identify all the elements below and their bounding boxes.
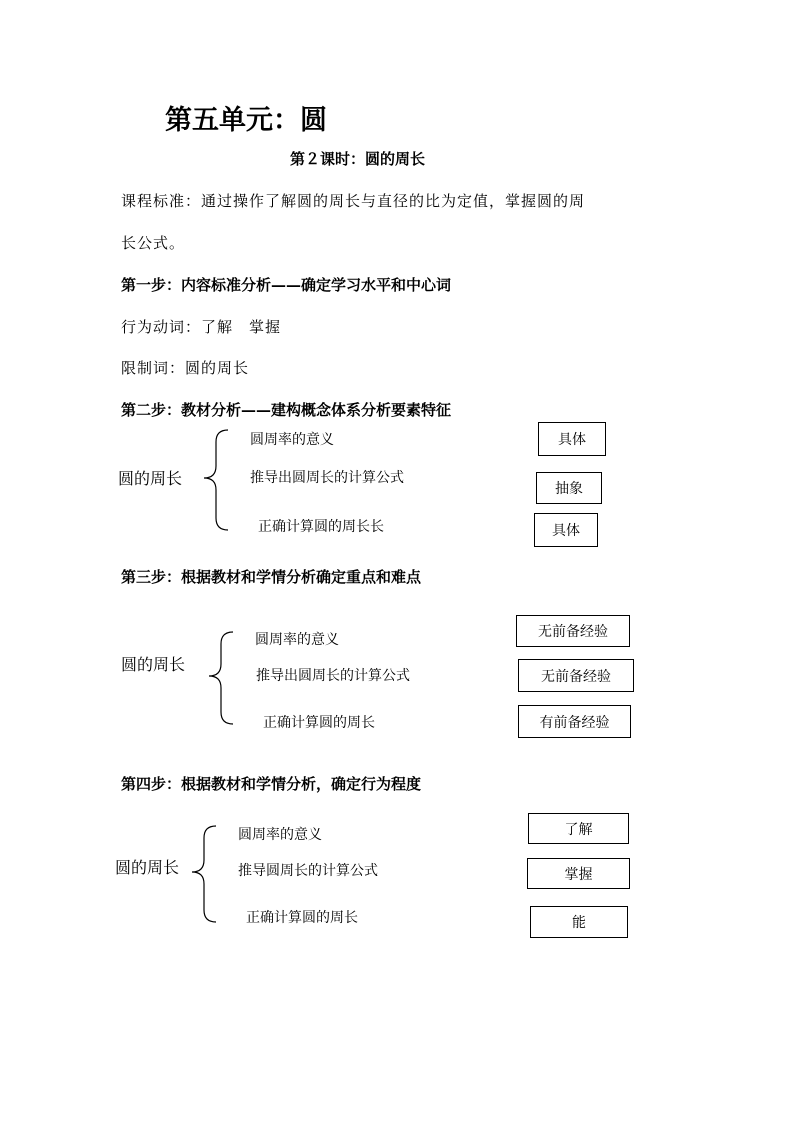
step2-root: 圆的周长 [118, 469, 183, 488]
step3-item: 圆周率的意义 [255, 632, 339, 648]
step2-item: 正确计算圆的周长长 [258, 519, 384, 535]
step2-brace [200, 428, 230, 532]
step4-tag: 能 [530, 906, 628, 938]
step4-root: 圆的周长 [115, 858, 180, 877]
step1-restriction: 限制词：圆的周长 [121, 359, 250, 377]
step2-item: 圆周率的意义 [250, 432, 334, 448]
step1-verbs: 行为动词：了解 掌握 [121, 318, 282, 336]
lesson-subtitle: 第２课时：圆的周长 [290, 150, 426, 168]
step2-item: 推导出圆周长的计算公式 [250, 470, 404, 486]
step3-root: 圆的周长 [121, 655, 186, 674]
step3-tag: 无前备经验 [516, 615, 630, 647]
step3-heading: 第三步：根据教材和学情分析确定重点和难点 [121, 568, 422, 586]
step3-item: 正确计算圆的周长 [263, 715, 375, 731]
step4-tag: 掌握 [527, 858, 630, 889]
standard-line-1: 课程标准：通过操作了解圆的周长与直径的比为定值，掌握圆的周 [121, 192, 586, 210]
step2-tag: 具体 [534, 513, 598, 547]
standard-line-2: 长公式。 [121, 234, 186, 252]
step4-item: 推导圆周长的计算公式 [238, 863, 378, 879]
step3-tag: 无前备经验 [518, 659, 634, 692]
step4-tag: 了解 [528, 813, 629, 844]
step2-heading: 第二步：教材分析——建构概念体系分析要素特征 [121, 401, 452, 419]
step3-tag: 有前备经验 [518, 705, 631, 738]
step4-brace [188, 824, 218, 924]
step3-brace [205, 630, 235, 726]
step2-tag: 抽象 [536, 472, 602, 504]
step4-item: 正确计算圆的周长 [246, 910, 358, 926]
unit-title: 第五单元：圆 [165, 105, 327, 136]
step2-tag: 具体 [538, 422, 606, 456]
step4-heading: 第四步：根据教材和学情分析，确定行为程度 [121, 775, 422, 793]
step4-item: 圆周率的意义 [238, 827, 322, 843]
step1-heading: 第一步：内容标准分析——确定学习水平和中心词 [121, 276, 452, 294]
step3-item: 推导出圆周长的计算公式 [256, 668, 410, 684]
